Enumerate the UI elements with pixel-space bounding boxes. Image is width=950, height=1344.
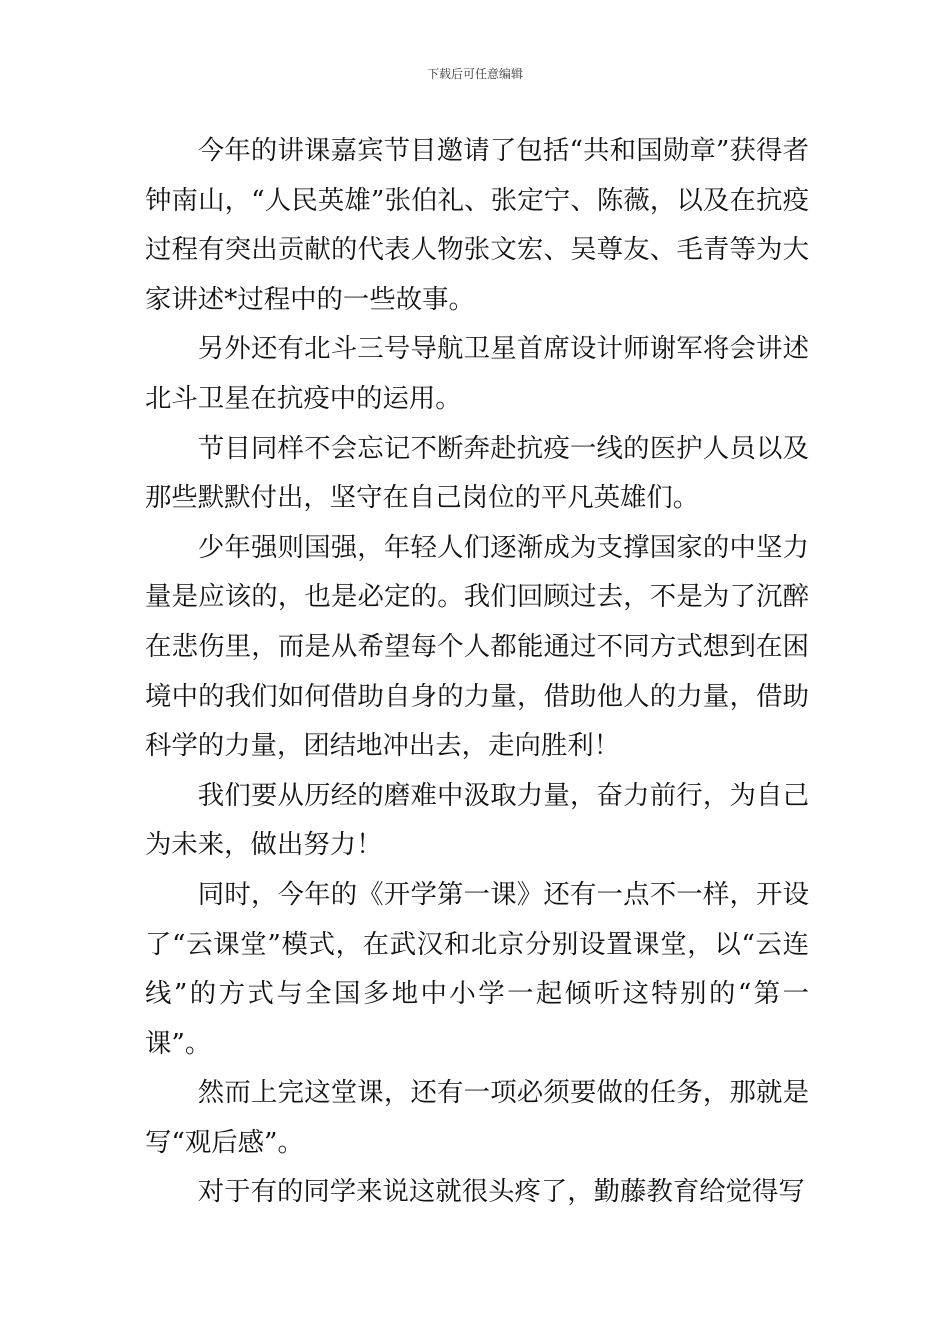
paragraph-5: 我们要从历经的磨难中汲取力量，奋力前行，为自己为未来，做出努力！ bbox=[145, 779, 809, 861]
paragraph-2: 另外还有北斗三号导航卫星首席设计师谢军将会讲述北斗卫星在抗疫中的运用。 bbox=[145, 333, 809, 414]
paragraph-4: 少年强则国强，年轻人们逐渐成为支撑国家的中坚力量是应该的，也是必定的。我们回顾过去，不是为了沉醉在悲伤里，而是从希望每个人都能通过不同方式想到在困境中的我们如何借助自身的力量，借助他人的力量，借助科学的力量，团结地冲出去，走向胜利！ bbox=[145, 531, 809, 762]
paragraph-1: 今年的讲课嘉宾节目邀请了包括“共和国勋章”获得者钟南山，“人民英雄”张伯礼、张定宁、陈薇，以及在抗疫过程有突出贡献的代表人物张文宏、吴尊友、毛青等为大家讲述*过程中的一些故事。 bbox=[145, 135, 809, 315]
paragraph-6: 同时，今年的《开学第一课》还有一点不一样，开设了“云课堂”模式，在武汉和北京分别设置课堂，以“云连线”的方式与全国多地中小学一起倾听这特别的“第一课”。 bbox=[145, 878, 809, 1059]
paragraph-8: 对于有的同学来说这就很头疼了，勤藤教育给觉得写 bbox=[197, 1176, 805, 1208]
document-body bbox=[145, 126, 809, 1217]
paragraph-3: 节目同样不会忘记不断奔赴抗疫一线的医护人员以及那些默默付出，坚守在自己岗位的平凡英雄们。 bbox=[145, 432, 809, 514]
paragraph-7: 然而上完这堂课，还有一项必须要做的任务，那就是写“观后感”。 bbox=[145, 1077, 809, 1158]
page-header: 下载后可任意编辑 bbox=[426, 67, 523, 81]
